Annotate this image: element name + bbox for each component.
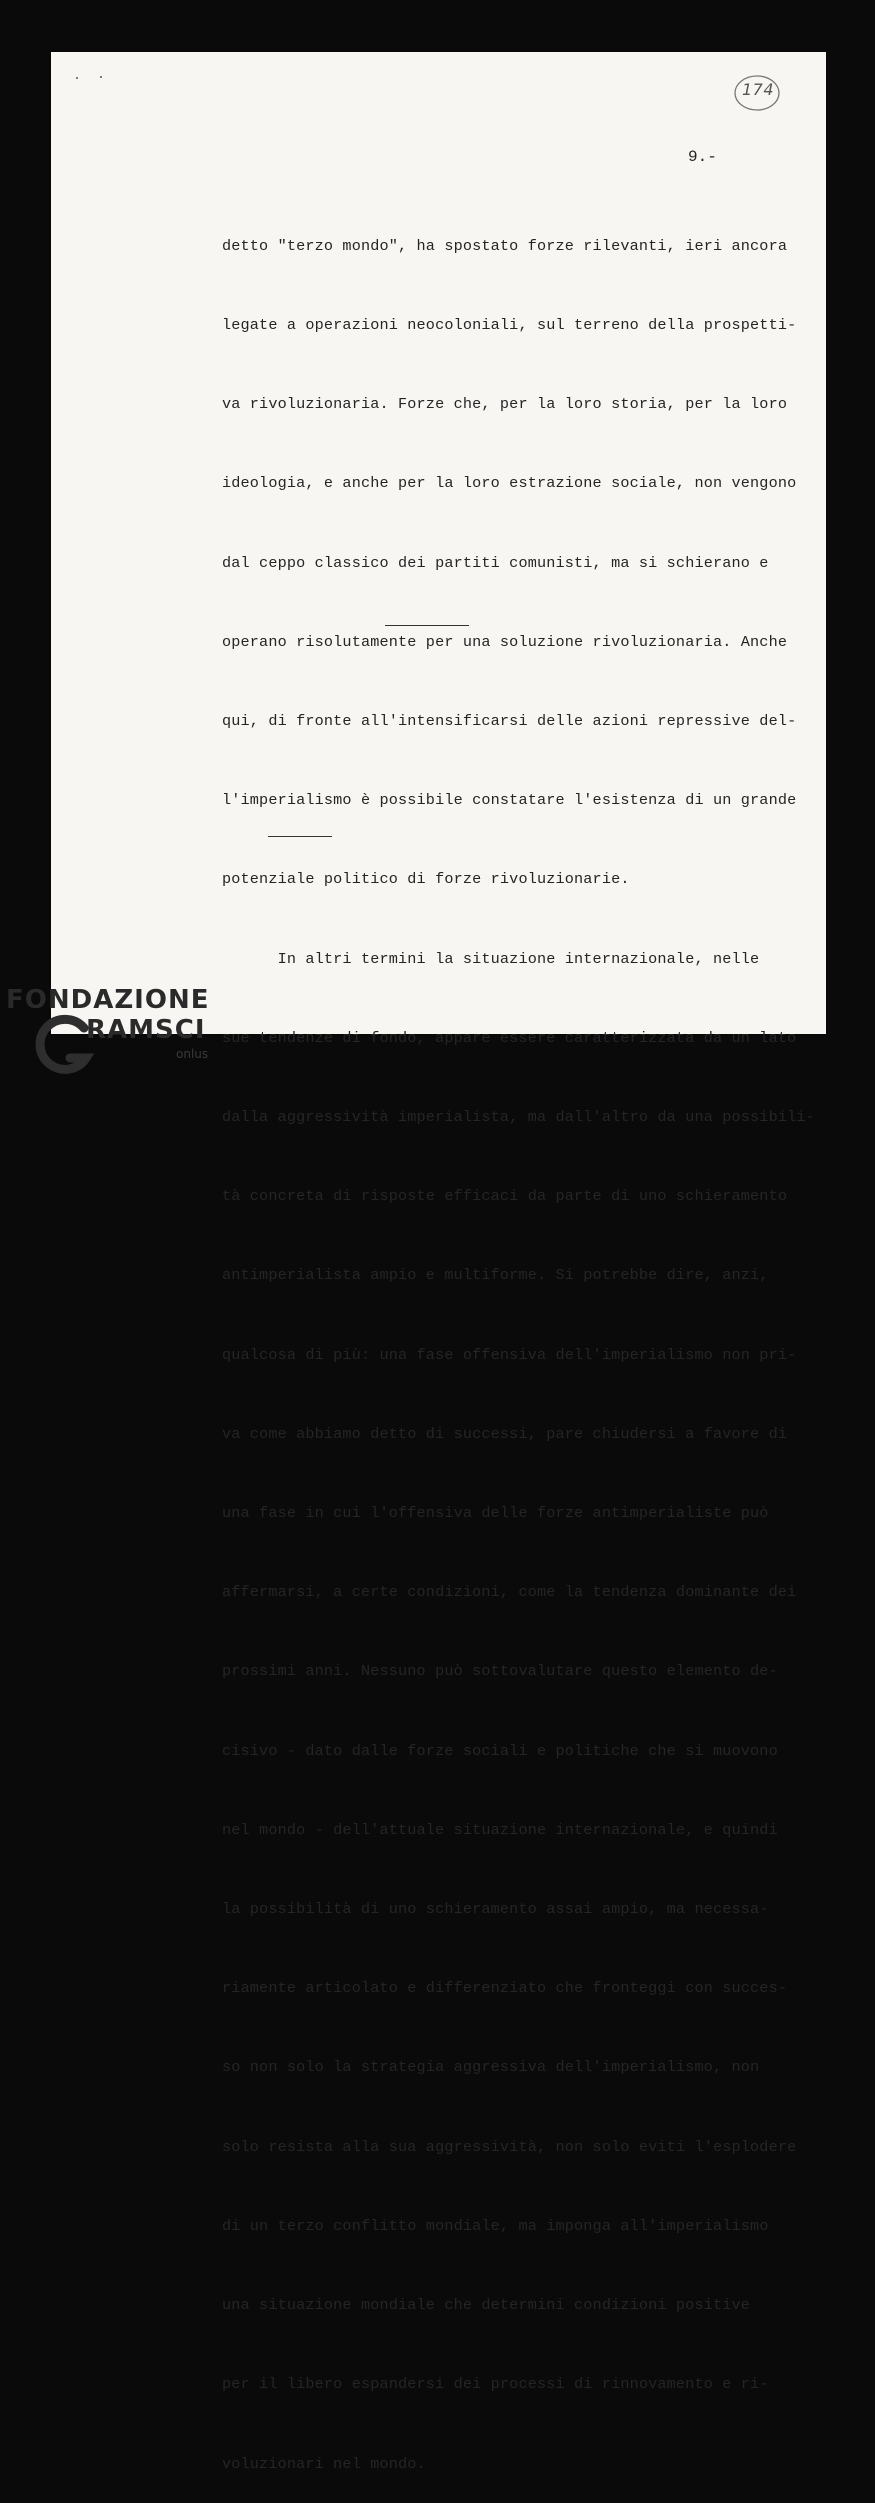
text-line: cisivo - dato dalle forze sociali e politiche che si muovono <box>222 1741 778 1760</box>
text-line: operano risolutamente per una soluzione rivoluzionaria. Anche <box>222 632 788 651</box>
text-line: per il libero espandersi dei processi di rinnovamento e ri- <box>222 2375 769 2394</box>
watermark-line1: FONDAZIONE <box>6 985 210 1015</box>
text-line: riamente articolato e differenziato che fronteggi con succes- <box>222 1979 788 1998</box>
text-line: ideologia, e anche per la loro estrazione sociale, non vengono <box>222 474 797 493</box>
text-line: va come abbiamo detto di successi, pare chiudersi a favore di <box>222 1424 788 1443</box>
text-line: nel mondo - dell'attuale situazione internazionale, e quindi <box>222 1820 778 1839</box>
text-line: va rivoluzionaria. Forze che, per la loro storia, per la loro <box>222 395 788 414</box>
text-line: sue tendenze di fondo, appare essere caratterizzata da un lato <box>222 1028 797 1047</box>
watermark-line2: RAMSCI <box>86 1015 206 1045</box>
text-line: solo resista alla sua aggressività, non solo eviti l'esplodere <box>222 2137 797 2156</box>
text-line: antimperialista ampio e multiforme. Si potrebbe dire, anzi, <box>222 1266 769 1285</box>
text-line: affermarsi, a certe condizioni, come la tendenza dominante dei <box>222 1583 797 1602</box>
paper-speck <box>100 76 102 78</box>
watermark-suffix: onlus <box>176 1047 209 1061</box>
page-number: 9.- <box>688 148 717 166</box>
text-line: la possibilità di uno schieramento assai ampio, ma necessa- <box>222 1900 769 1919</box>
text-line: qualcosa di più: una fase offensiva dell'imperialismo non pri- <box>222 1345 797 1364</box>
text-line: una fase in cui l'offensiva delle forze antimperialiste può <box>222 1504 769 1523</box>
handwritten-underline <box>385 625 469 626</box>
paper-speck <box>76 77 78 79</box>
text-line: so non solo la strategia aggressiva dell'imperialismo, non <box>222 2058 760 2077</box>
text-line: l'imperialismo è possibile constatare l'esistenza di un grande <box>222 791 797 810</box>
text-line: detto "terzo mondo", ha spostato forze rilevanti, ieri ancora <box>222 236 788 255</box>
text-line: legate a operazioni neocoloniali, sul terreno della prospetti- <box>222 316 797 335</box>
handwritten-underline <box>268 836 332 837</box>
text-line: di un terzo conflitto mondiale, ma imponga all'imperialismo <box>222 2216 769 2235</box>
typewritten-body <box>222 180 822 2503</box>
text-line: tà concreta di risposte efficaci da parte di uno schieramento <box>222 1187 788 1206</box>
text-line: In altri termini la situazione internazionale, nelle <box>222 949 760 968</box>
text-line: dalla aggressività imperialista, ma dall'altro da una possibili- <box>222 1108 815 1127</box>
folio-number: 174 <box>742 80 775 99</box>
text-line: voluzionari nel mondo. <box>222 2454 426 2473</box>
foundation-logo-icon <box>34 1018 94 1076</box>
text-line: qui, di fronte all'intensificarsi delle azioni repressive del- <box>222 712 797 731</box>
text-line: potenziale politico di forze rivoluzionarie. <box>222 870 630 889</box>
text-line: prossimi anni. Nessuno può sottovalutare questo elemento de- <box>222 1662 778 1681</box>
text-line: dal ceppo classico dei partiti comunisti, ma si schierano e <box>222 553 769 572</box>
text-line: una situazione mondiale che determini condizioni positive <box>222 2296 751 2315</box>
